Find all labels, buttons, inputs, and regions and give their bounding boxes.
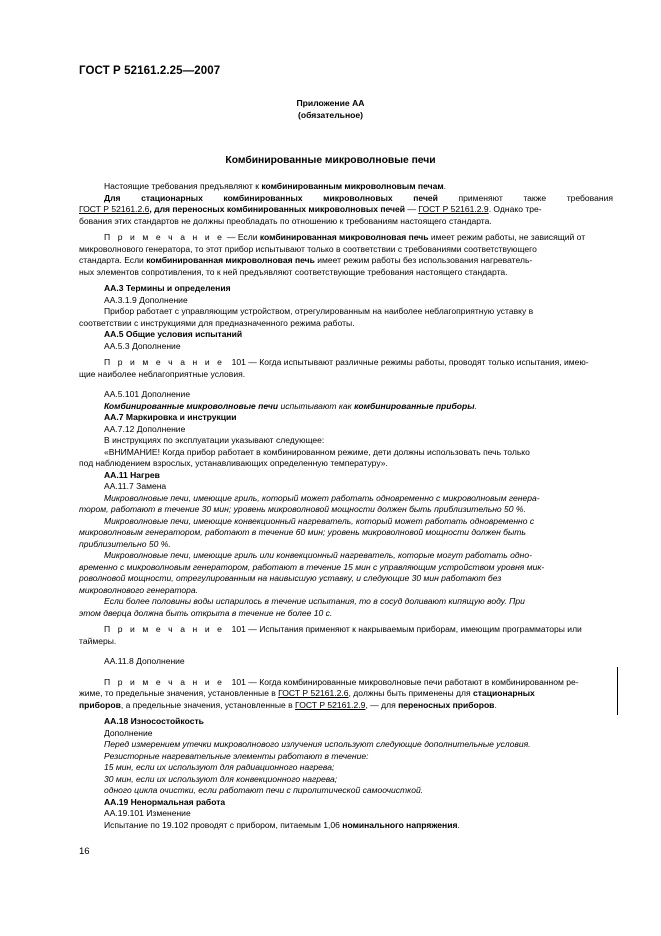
annex-status: (обязательное)	[297, 110, 364, 120]
note-line: стандарта. Если комбинированная микроволновая печь имеет режим работы без использования нагреватель-	[79, 255, 533, 265]
italic-line: Перед измерением утечки микроволнового излучения используют следующие дополнительные условия.	[104, 739, 531, 749]
italic-line: Резисторные нагревательные элементы работают в течение:	[104, 750, 369, 761]
note-line: П р и м е ч а н и е — Если комбинированная микроволновая печь имеет режим работы, не зависящий от	[104, 232, 586, 242]
page-number: 16	[79, 846, 90, 857]
note-line: П р и м е ч а н и е 101 — Когда испытывают различные режимы работы, проводят только испытания, имею-	[104, 357, 589, 367]
annex-heading	[0, 97, 661, 121]
gost-link-2-6[interactable]: ГОСТ Р 52161.2.6	[79, 204, 150, 214]
paragraph-line: Для стационарных комбинированных микроволновых печей применяют также требования	[104, 192, 613, 203]
paragraph-line: В инструкциях по эксплуатации указывают следующее:	[104, 435, 325, 445]
note-line: жиме, то предельные значения, установленные в ГОСТ Р 52161.2.6, должны быть применены для стационарных	[79, 688, 535, 698]
change-bar	[617, 667, 618, 715]
paragraph-line: «ВНИМАНИЕ! Когда прибор работает в комбинированном режиме, дети должны использовать печь только	[104, 446, 530, 457]
italic-line: микроволнового генератора.	[79, 584, 199, 595]
paragraph-line: Испытание по 19.102 проводят с прибором, питаемым 1,06 номинального напряжения.	[104, 819, 460, 830]
main-title: Комбинированные микроволновые печи	[225, 155, 436, 166]
gost-link-2-6[interactable]: ГОСТ Р 52161.2.6	[278, 688, 349, 698]
note-line: щие наиболее неблагоприятные условия.	[79, 368, 246, 379]
section-heading: АА.19 Ненормальная работа	[104, 796, 226, 807]
intro-paragraph: Настоящие требования предъявляют к комбинированным микроволновым печам.	[104, 181, 447, 191]
subsection-label: АА.19.101 Изменение	[104, 808, 191, 818]
italic-line: Микроволновые печи, имеющие конвекционный нагреватель, который может работать одновременно с	[104, 515, 535, 526]
section-heading: АА.5 Общие условия испытаний	[104, 329, 243, 339]
subsection-label: Дополнение	[104, 727, 153, 738]
gost-link-2-9[interactable]: ГОСТ Р 52161.2.9	[295, 699, 366, 710]
annex-title: Приложение АА	[296, 98, 365, 108]
subsection-label: АА.7.12 Дополнение	[104, 423, 186, 434]
paragraph-line: Прибор работает с управляющим устройством, отрегулированным на наиболее неблагоприятную уставку в	[104, 306, 534, 316]
paragraph-line: ГОСТ Р 52161.2.6, для переносных комбинированных микроволновых печей — ГОСТ Р 52161.2.9. Однако тре-	[79, 204, 542, 214]
italic-line: 15 мин, если их используют для радиационного нагрева;	[104, 762, 335, 772]
standard-header: ГОСТ Р 52161.2.25—2007	[79, 65, 221, 77]
paragraph-line: Комбинированные микроволновые печи испытывают как комбинированные приборы.	[104, 400, 477, 411]
note-line: П р и м е ч а н и е 101 — Когда комбинированные микроволновые печи работают в комбинированном ре-	[104, 676, 579, 687]
note-line: П р и м е ч а н и е 101 — Испытания применяют к накрываемым приборам, имеющим программаторы или	[104, 624, 582, 634]
subsection-label: АА.3.1.9 Дополнение	[104, 294, 188, 305]
note-line: таймеры.	[79, 635, 117, 646]
italic-line: этом дверца должна быть открыта в течение не более 10 с.	[79, 607, 333, 618]
italic-line: приблизительно 50 %.	[79, 538, 171, 549]
note-line: приборов, а предельные значения, установленные в ГОСТ Р 52161.2.9, — для переносных приборов.	[79, 699, 497, 710]
italic-line: Микроволновые печи, имеющие гриль, который может работать одновременно с микроволновым генера-	[104, 492, 540, 503]
paragraph-line: под наблюдением взрослых, устанавливающих определенную температуру».	[79, 458, 388, 468]
document-body	[79, 181, 613, 831]
paragraph-line: соответствии с инструкциями для предназначенного режима работы.	[79, 317, 355, 328]
italic-line: 30 мин, если их используют для конвекционного нагрева;	[104, 773, 338, 784]
paragraph-line: бования этих стандартов не должны преобладать по отношению к требованиям настоящего стандарта.	[79, 215, 492, 226]
italic-line: роволновой мощности, отрегулированным на наивысшую уставку, и следующие 30 мин работают без	[79, 573, 502, 583]
subsection-label: АА.11.7 Замена	[104, 481, 167, 491]
note-line: микроволнового генератора, то этот прибор испытывают только в соответствии с требованиями соответствующего	[79, 243, 537, 254]
italic-line: временно с микроволновым генератором, работают в течение 15 мин с управляющим устройством уровня мик-	[79, 561, 545, 572]
section-heading: АА.11 Нагрев	[104, 469, 160, 480]
section-heading: АА.7 Маркировка и инструкции	[104, 412, 237, 422]
italic-line: тором, работают в течение 30 мин; уровень микроволновой мощности должен быть приблизительно 50 %.	[79, 504, 526, 514]
italic-line: микроволновым генератором, работают в течение 60 мин; уровень микроволновой мощности должен быть	[79, 527, 526, 537]
section-heading: АА.3 Термины и определения	[104, 283, 231, 293]
subsection-label: АА.5.3 Дополнение	[104, 340, 181, 351]
italic-line: Микроволновые печи, имеющие гриль или конвекционный нагреватель, которые могут работать одно-	[104, 550, 532, 560]
gost-link-2-9[interactable]: ГОСТ Р 52161.2.9	[418, 204, 489, 214]
subsection-label: АА.5.101 Дополнение	[104, 389, 191, 399]
section-heading: АА.18 Износостойкость	[104, 716, 204, 726]
subsection-label: АА.11.8 Дополнение	[104, 656, 185, 666]
italic-line: Если более половины воды испарилось в течение испытания, то в сосуд доливают кипящую воду. При	[104, 596, 525, 606]
italic-line: одного цикла очистки, если работают печи с пиролитической самоочисткой.	[104, 785, 424, 795]
note-line: ных элементов сопротивления, то к ней предъявляют соответствующие требования настоящего стандарта.	[79, 266, 508, 277]
